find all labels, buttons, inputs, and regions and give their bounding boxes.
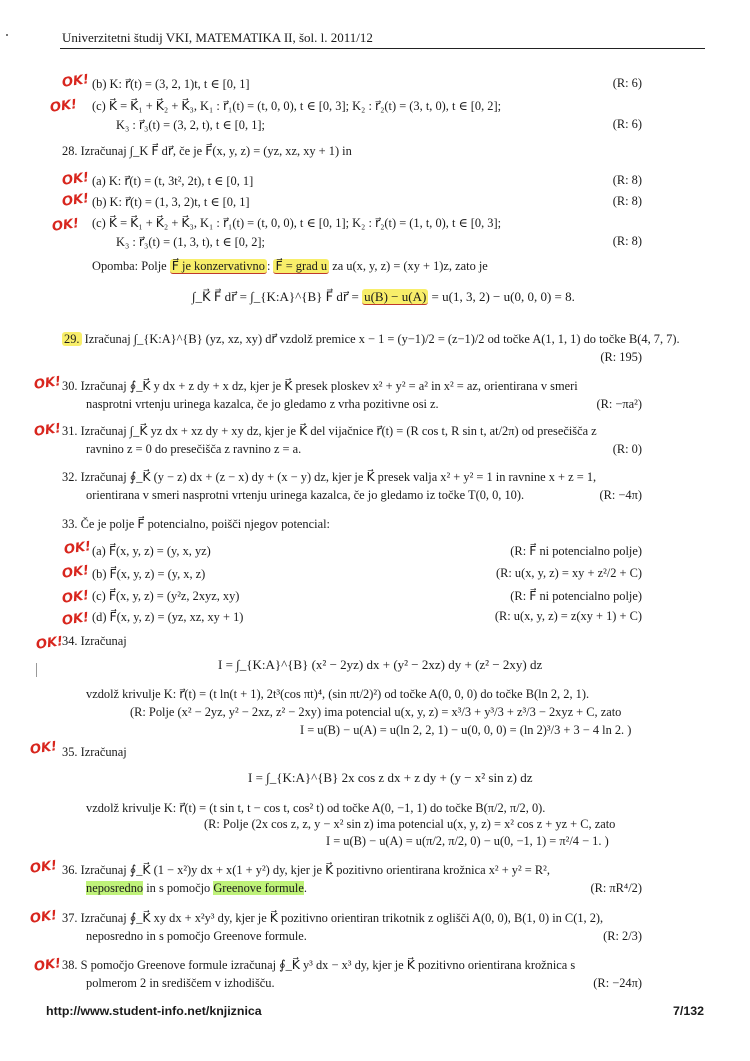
footer-url[interactable]: http://www.student-info.net/knjiznica [46,1004,262,1018]
ok-annotation: OK! [49,97,78,116]
problem-34-integral: I = ∫_{K:A}^{B} (x² − 2yz) dx + (y² − 2xz) dy + (z² − 2xy) dz [218,657,543,672]
result: (R: −24π) [593,976,642,990]
result: (R: πR⁴/2) [590,881,642,895]
problem-34-curve: vzdolž krivulje K: r⃗(t) = (t ln(t + 1), 2t³(cos πt)⁴, (sin πt/2)²) od točke A(0, 0, 0) do točke B(ln 2, 2, 1). [86,687,590,701]
result: (R: 6) [612,117,642,131]
result: (R: u(x, y, z) = z(xy + 1) + C) [494,609,642,623]
formula-value: = u(1, 3, 2) − u(0, 0, 0) = 8. [428,289,575,304]
ok-annotation: OK! [51,216,80,235]
result: (R: 8) [612,194,642,208]
highlight-green-formula: Greenove formule [213,881,304,895]
problem-27b: (b) K: r⃗(t) = (3, 2, 1)t, t ∈ [0, 1] [92,77,250,91]
ok-annotation: OK! [63,539,92,558]
problem-30-cont: nasprotni vrtenju urinega kazalca, če jo gledamo z vrha pozitivne osi z. [86,397,439,411]
problem-36-cont [86,881,307,896]
problem-30: 30. Izračunaj ∮_K⃗ y dx + z dy + x dz, kjer je K⃗ presek ploskev x² + y² = a² in x² = az, orientirana v smeri [62,379,578,393]
problem-28: 28. Izračunaj ∫_K F⃗ dr⃗, če je F⃗(x, y, z) = (yz, xz, xy + 1) in [62,144,352,158]
result: (R: F⃗ ni potencialno polje) [510,544,642,558]
result: (R: 8) [612,173,642,187]
problem-28c: (c) K⃗ = K⃗₁ + K⃗₂ + K⃗₃, K₁ : r⃗₁(t) = (t, 0, 0), t ∈ [0, 1]; K₂ : r⃗₂(t) = (1, t, 0), t ∈ [0, 3]; [92,216,502,230]
problem-37: 37. Izračunaj ∮_K⃗ xy dx + x²y³ dy, kjer je K⃗ pozitivno orientiran trikotnik z oglišči A(0, 0), B(1, 0) in C(1, 2), [62,911,604,925]
ok-annotation: OK! [29,739,58,758]
problem-33d: (d) F⃗(x, y, z) = (yz, xz, xy + 1) [92,610,244,624]
page-number: 7/132 [672,1004,704,1018]
scan-speck [6,34,8,36]
pen-mark [36,663,37,677]
problem-33a: (a) F⃗(x, y, z) = (y, x, yz) [92,544,211,558]
problem-28a: (a) K: r⃗(t) = (t, 3t², 2t), t ∈ [0, 1] [92,174,254,188]
page-header: Univerzitetni študij VKI, MATEMATIKA II, šol. l. 2011/12 [62,30,373,45]
problem-33c: (c) F⃗(x, y, z) = (y²z, 2xyz, xy) [92,589,240,603]
problem-37-cont: neposredno in s pomočjo Greenove formule. [86,929,307,943]
ok-annotation: OK! [33,421,62,440]
result: (R: F⃗ ni potencialno polje) [510,589,642,603]
problem-27c: (c) K⃗ = K⃗₁ + K⃗₂ + K⃗₃, K₁ : r⃗₁(t) = (t, 0, 0), t ∈ [0, 3]; K₂ : r⃗₂(t) = (3, t, 0), t ∈ [0, 2]; [92,99,502,113]
remark-text-2: za u(x, y, z) = (xy + 1)z, zato je [329,259,488,273]
problem-31: 31. Izračunaj ∫_K⃗ yz dx + xz dy + xy dz, kjer je K⃗ del vijačnice r⃗(t) = (R cos t, R sin t, at/2π) od presečišča z [62,424,597,438]
problem-35-curve: vzdolž krivulje K: r⃗(t) = (t sin t, t − cos t, cos² t) od točke A(0, −1, 1) do točke B(π/2, π/2, 0). [86,801,546,815]
ok-annotation: OK! [61,191,90,210]
highlight-grad: F⃗ = grad u [275,259,328,273]
ok-annotation: OK! [61,588,90,607]
remark-colon: : [266,259,274,273]
ok-annotation: OK! [35,634,64,653]
problem-36-period: . [303,881,307,895]
problem-36-text: in s pomočjo [143,881,214,895]
ok-annotation: OK! [61,170,90,189]
highlight-number-29: 29. [64,332,80,346]
ok-annotation: OK! [61,72,90,91]
ok-annotation: OK! [61,610,90,629]
problem-32: 32. Izračunaj ∮_K⃗ (y − z) dx + (z − x) dy + (x − y) dz, kjer je K⃗ presek valja x² + y² = 1 in ravnine x + z = 1, [62,470,597,484]
remark-formula [192,289,575,305]
remark-text: Opomba: Polje [92,259,170,273]
problem-35: 35. Izračunaj [62,745,127,759]
problem-27c-cont: K₃ : r⃗₃(t) = (3, 2, t), t ∈ [0, 1]; [116,118,265,132]
problem-38-cont: polmerom 2 in središčem v izhodišču. [86,976,275,990]
problem-29 [62,331,680,347]
problem-33: 33. Če je polje F⃗ potencialno, poišči njegov potencial: [62,517,330,531]
result: (R: −4π) [599,488,642,502]
result: (R: u(x, y, z) = xy + z²/2 + C) [495,566,642,580]
problem-29-text: Izračunaj ∫_{K:A}^{B} (yz, xz, xy) dr⃗ vzdolž premice x − 1 = (y−1)/2 = (z−1)/2 od točke A(1, 1, 1) do točke B(4, 7, 7). [81,332,680,346]
problem-35-integral: I = ∫_{K:A}^{B} 2x cos z dx + z dy + (y − x² sin z) dz [248,770,533,785]
result: (R: 0) [612,442,642,456]
ok-annotation: OK! [29,858,58,877]
ok-annotation: OK! [61,563,90,582]
formula-integral: ∫_K⃗ F⃗ dr⃗ = ∫_{K:A}^{B} F⃗ dr⃗ = [192,289,363,304]
highlight-directly: neposredno [86,881,144,895]
highlight-conservative: F⃗ je konzervativno [171,259,265,273]
ok-annotation: OK! [33,374,62,393]
remark [92,258,488,274]
problem-38: 38. S pomočjo Greenove formule izračunaj ∮_K⃗ y³ dx − x³ dy, kjer je K⃗ pozitivno orientirana krožnica s [62,958,576,972]
result: (R: 2/3) [603,929,642,943]
problem-28c-cont: K₃ : r⃗₃(t) = (1, 3, t), t ∈ [0, 2]; [116,235,265,249]
result: (R: −πa²) [596,397,642,411]
problem-31-cont: ravnino z = 0 do presečišča z ravnino z = a. [86,442,302,456]
problem-36: 36. Izračunaj ∮_K⃗ (1 − x²)y dx + x(1 + y²) dy, kjer je K⃗ pozitivno orientirana krožnica x² + y² = R², [62,863,550,877]
problem-34-solution-2: I = u(B) − u(A) = u(ln 2, 2, 1) − u(0, 0, 0) = (ln 2)³/3 + 3 − 4 ln 2. ) [300,723,632,737]
highlight-potential-diff: u(B) − u(A) [364,289,427,304]
problem-33b: (b) F⃗(x, y, z) = (y, x, z) [92,567,206,581]
problem-35-solution-2: I = u(B) − u(A) = u(π/2, π/2, 0) − u(0, −1, 1) = π²/4 − 1. ) [326,834,609,848]
result: (R: 6) [612,76,642,90]
problem-34-solution: (R: Polje (x² − 2yz, y² − 2xz, z² − 2xy) ima potencial u(x, y, z) = x³/3 + y³/3 + z³/3 − 2xyz + C, zato [130,705,622,719]
problem-28b: (b) K: r⃗(t) = (1, 3, 2)t, t ∈ [0, 1] [92,195,250,209]
result: (R: 195) [600,350,642,364]
result: (R: 8) [612,234,642,248]
ok-annotation: OK! [29,908,58,927]
problem-34: 34. Izračunaj [62,634,127,648]
problem-32-cont: orientirana v smeri nasprotni vrtenju urinega kazalca, če jo gledamo iz točke T(0, 0, 10). [86,488,525,502]
ok-annotation: OK! [33,956,62,975]
problem-35-solution: (R: Polje (2x cos z, z, y − x² sin z) ima potencial u(x, y, z) = x² cos z + yz + C, zato [204,817,616,831]
header-rule [60,48,705,49]
